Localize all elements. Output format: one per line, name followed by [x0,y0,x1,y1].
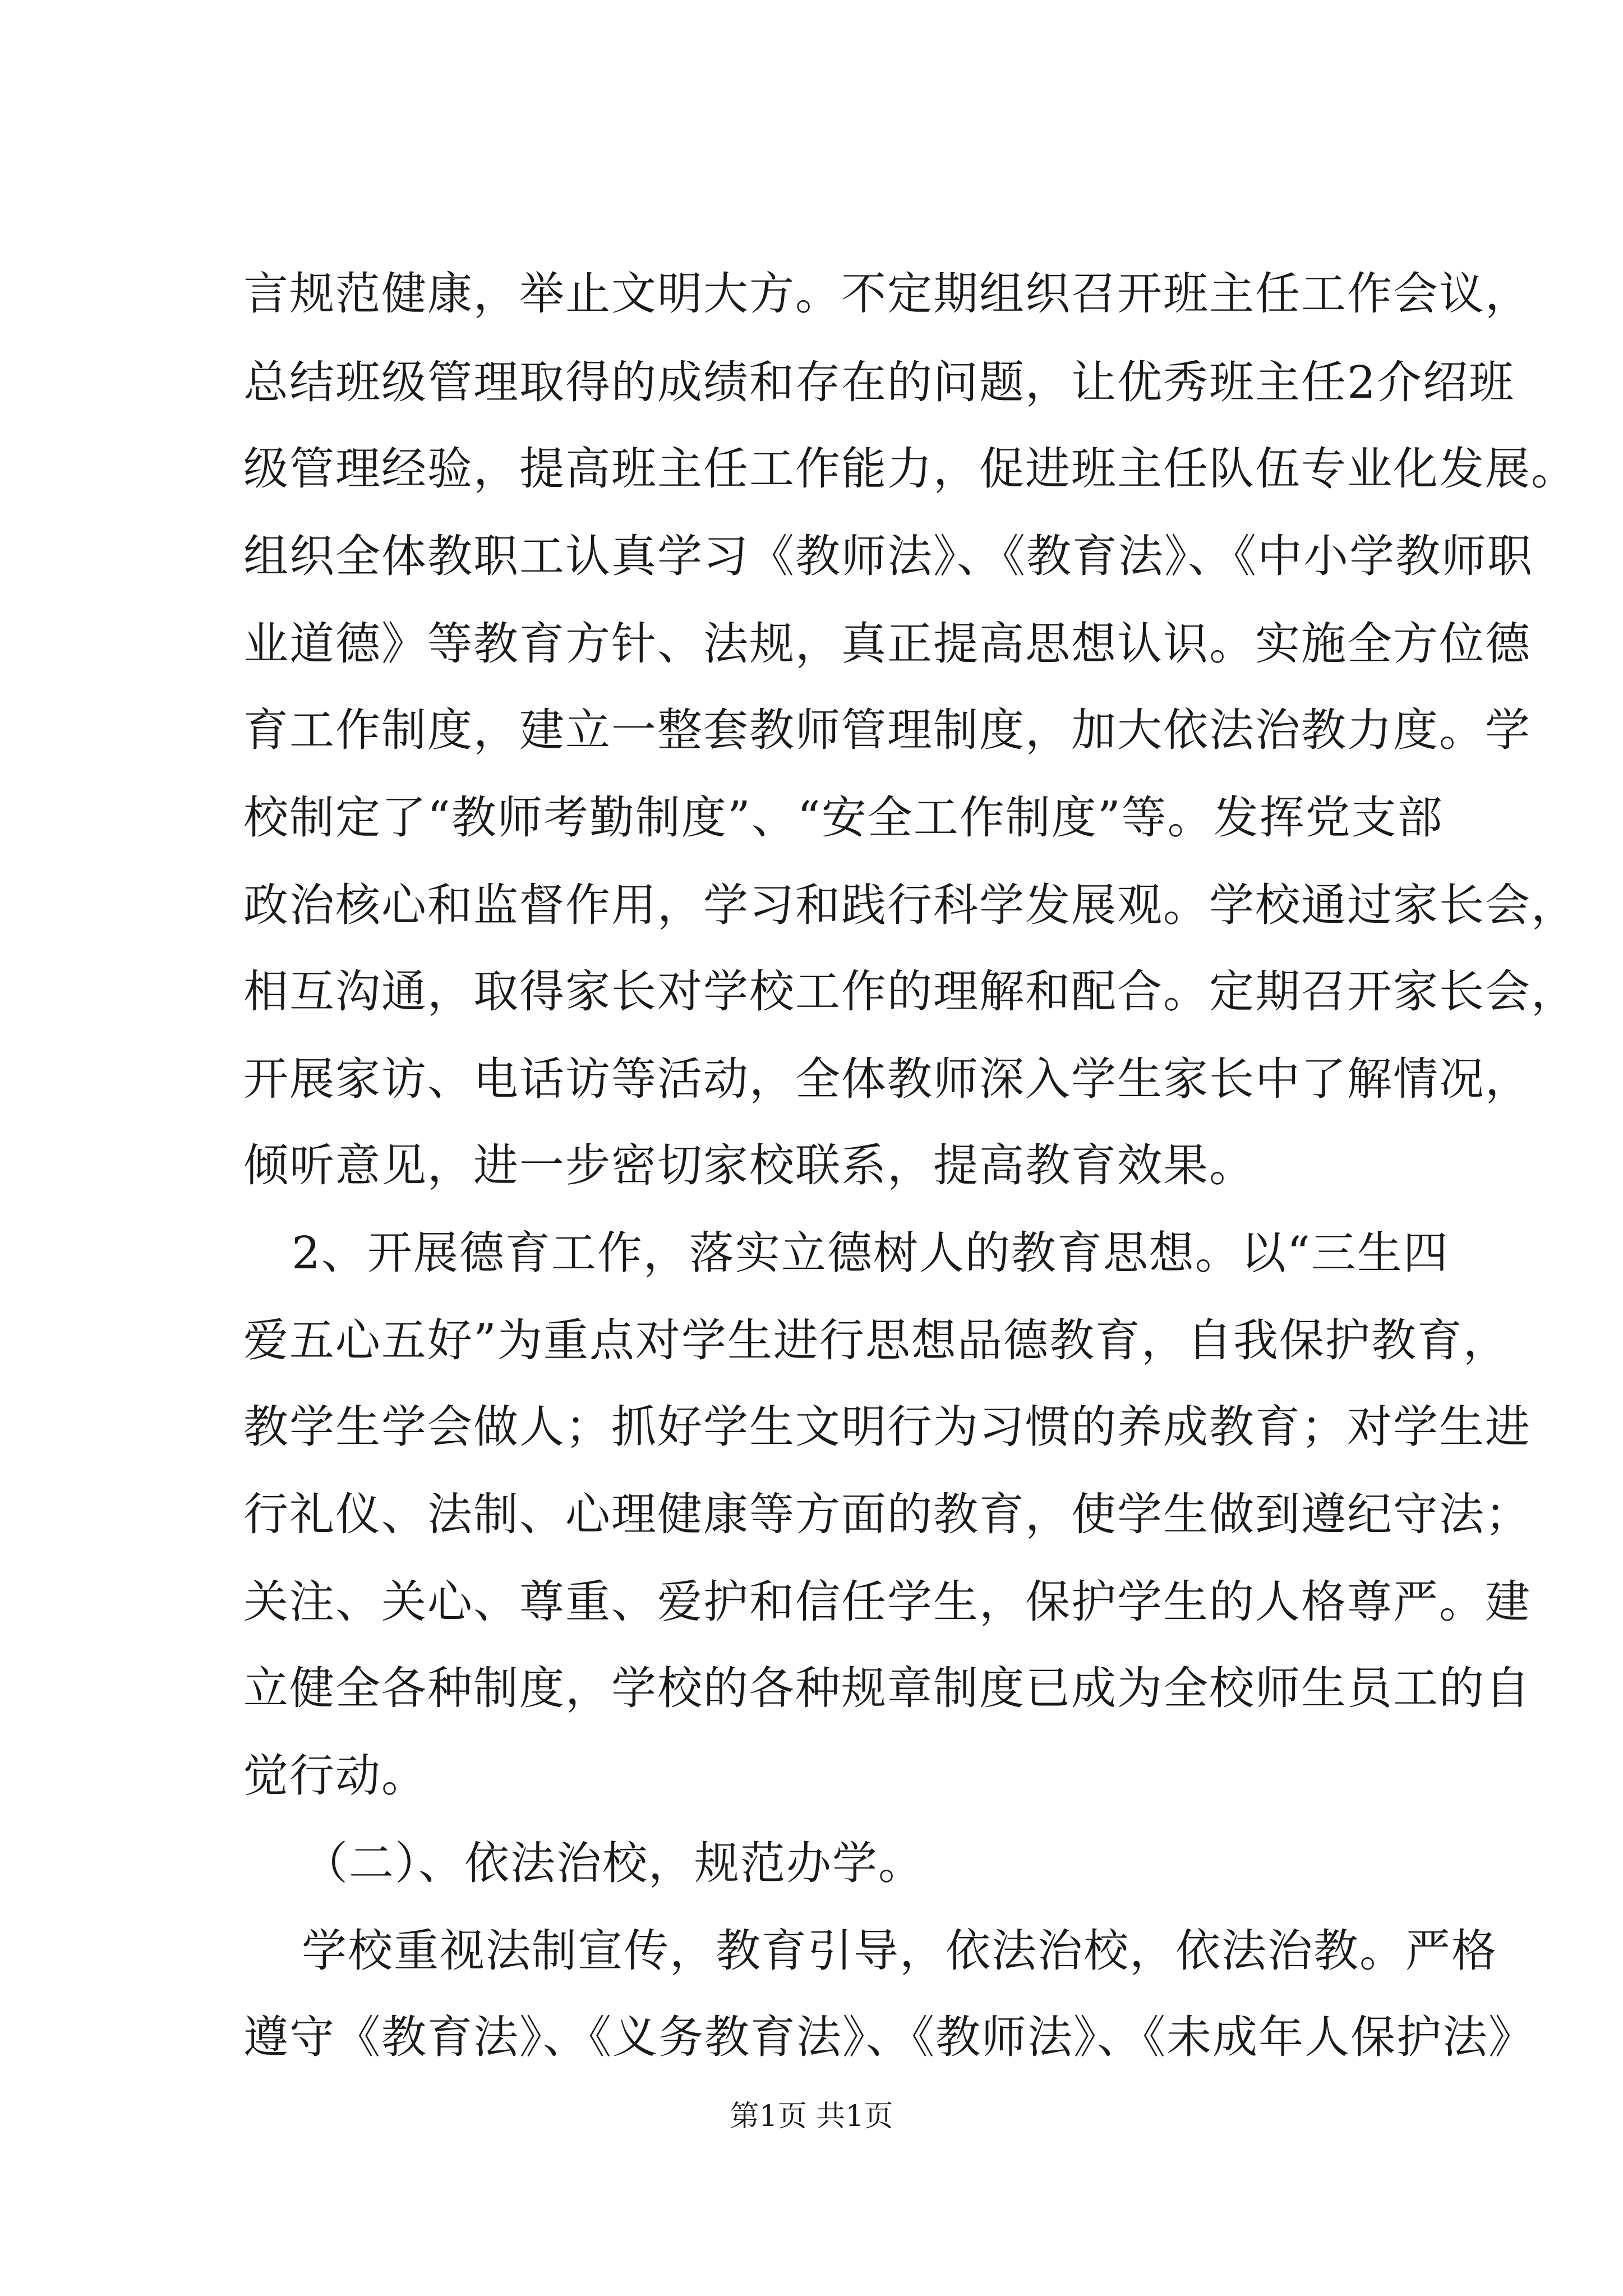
text-line: 业道德》等教育方针、法规，真正提高思想认识。实施全方位德 [243,618,1531,670]
text-line: 关注、关心、尊重、爱护和信任学生，保护学生的人格尊严。建 [243,1576,1531,1628]
paragraph-first-line: 2、开展德育工作，落实立德树人的教育思想。以“三生四 [292,1227,1449,1279]
text-line: 政治核心和监督作用，学习和践行科学发展观。学校通过家长会， [243,879,1577,931]
text-line: 开展家访、电话访等活动，全体教师深入学生家长中了解情况， [243,1053,1531,1105]
text-line: 立健全各种制度，学校的各种规章制度已成为全校师生员工的自 [243,1662,1531,1714]
paragraph-first-line: 学校重视法制宣传，教育引导，依法治校，依法治教。严格 [302,1925,1497,1977]
text-line: 爱五心五好”为重点对学生进行思想品德教育，自我保护教育， [243,1314,1509,1366]
text-line: 组织全体教职工认真学习《教师法》、《教育法》、《中小学教师职 [243,530,1533,582]
text-line: 言规范健康，举止文明大方。不定期组织召开班主任工作会议， [243,268,1531,320]
text-line: 教学生学会做人；抓好学生文明行为习惯的养成教育；对学生进 [243,1401,1531,1453]
text-line: 相互沟通，取得家长对学校工作的理解和配合。定期召开家长会， [243,965,1577,1018]
page-footer: 第1页 共1页 [730,2100,893,2133]
text-line: 级管理经验，提高班主任工作能力，促进班主任队伍专业化发展。 [243,443,1577,495]
text-line: 总结班级管理取得的成绩和存在的问题，让优秀班主任2介绍班 [243,356,1515,408]
text-line: 行礼仪、法制、心理健康等方面的教育，使学生做到遵纪守法； [243,1488,1531,1540]
text-line: 遵守《教育法》、《义务教育法》、《教师法》、《未成年人保护法》 [243,2011,1534,2063]
text-line: 校制定了“教师考勤制度”、“安全工作制度”等。发挥党支部 [243,792,1444,844]
text-line: 育工作制度，建立一整套教师管理制度，加大依法治教力度。学 [243,704,1531,756]
section-heading: （二）、依法治校，规范办学。 [303,1837,924,1889]
text-line: 觉行动。 [243,1750,427,1802]
text-line: 倾听意见，进一步密切家校联系，提高教育效果。 [243,1139,1255,1191]
